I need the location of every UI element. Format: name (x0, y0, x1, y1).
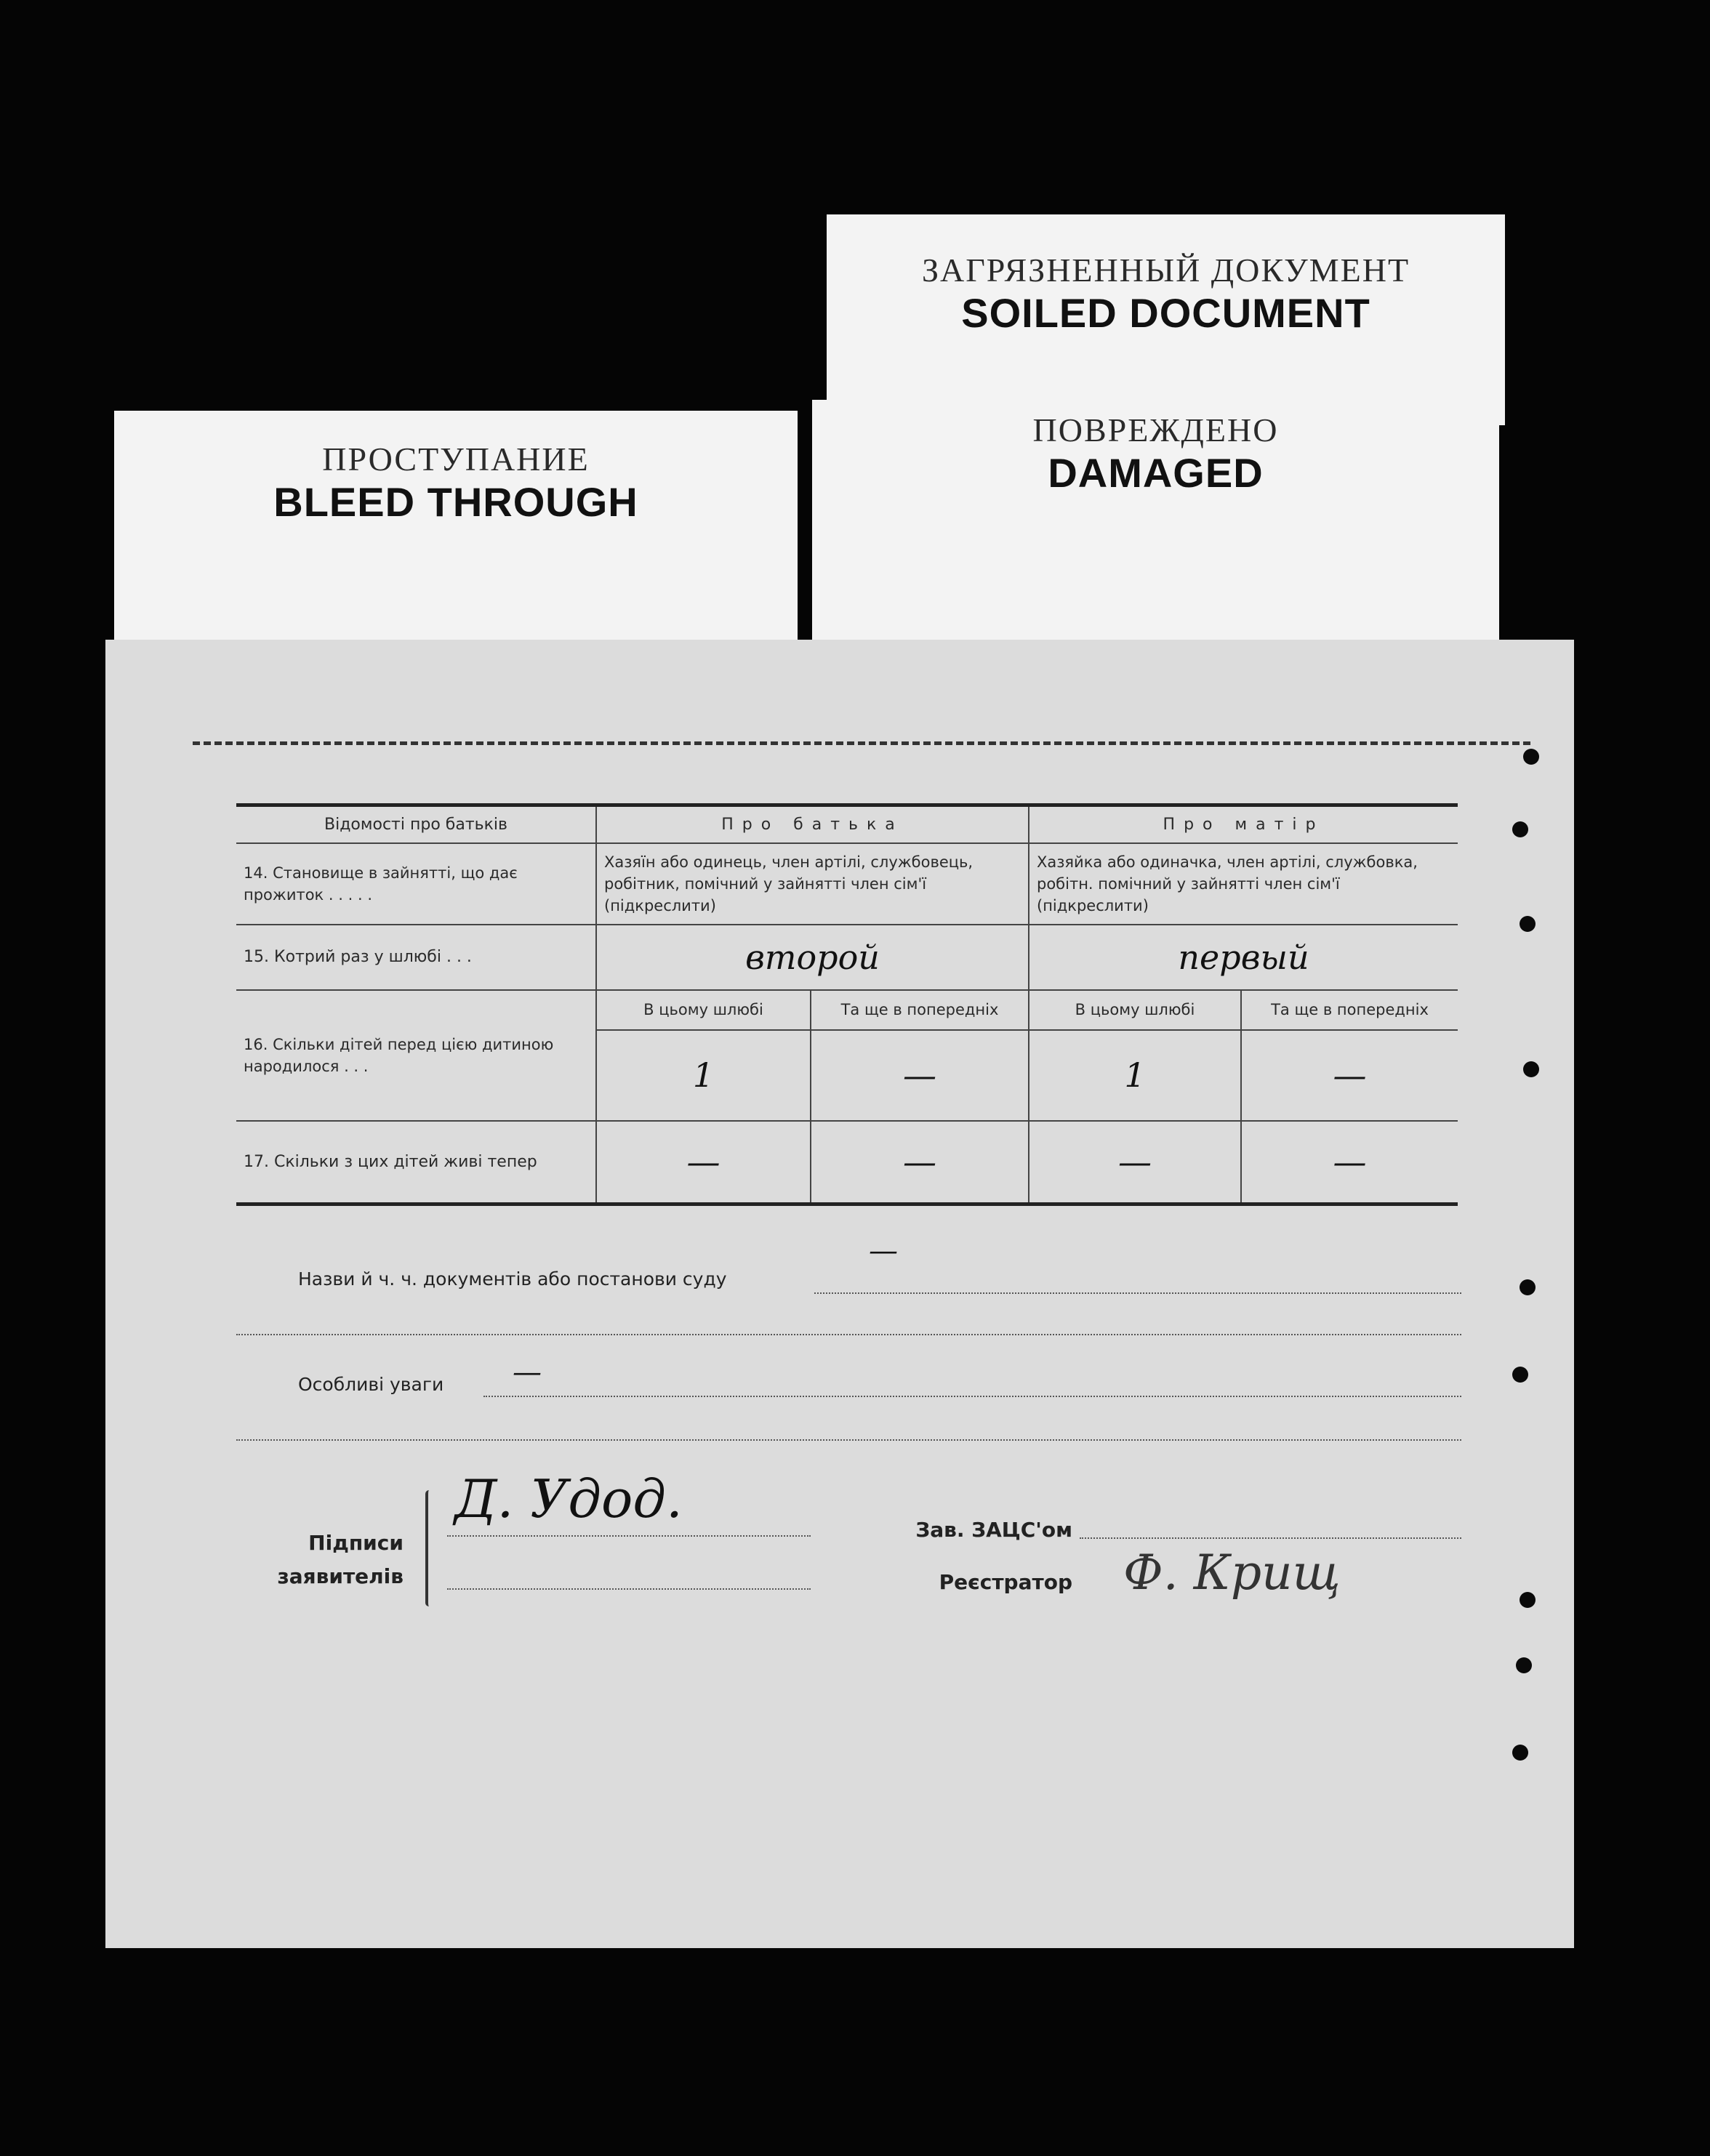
documents-value: — (869, 1234, 898, 1268)
row14-father: Хазяїн або одинець, член артілі, службовець, робітник, помічний у зайнятті член сім'ї (підкреслити) (596, 843, 1029, 925)
punch-hole (1520, 1592, 1536, 1608)
registrar-signature: Ф. Крищ (1123, 1545, 1341, 1601)
row16-father-previous: — (811, 1030, 1029, 1121)
documents-dotline (814, 1292, 1461, 1294)
documents-dotline-2 (236, 1334, 1461, 1335)
soiled-card-en: SOILED DOCUMENT (961, 290, 1370, 336)
father-header: Про батька (596, 805, 1029, 843)
signature-brace (425, 1490, 433, 1606)
head-label: Зав. ЗАЦС'ом (915, 1518, 1072, 1542)
row17-label: 17. Скільки з цих дітей живі тепер (236, 1121, 596, 1204)
bleed-card-en: BLEED THROUGH (273, 479, 638, 525)
notes-label: Особливі уваги (298, 1374, 444, 1395)
parents-info-table (236, 803, 1458, 1206)
soiled-card-ru: ЗАГРЯЗНЕННЫЙ ДОКУМЕНТ (921, 252, 1410, 289)
row14-label: 14. Становище в зайнятті, що дає прожиток . . . . . (236, 843, 596, 925)
mother-previous-header: Та ще в попередніх (1241, 990, 1458, 1030)
registrar-label: Реєстратор (939, 1570, 1072, 1594)
notes-dotline (483, 1396, 1461, 1397)
row17-father-this: — (596, 1121, 811, 1204)
row15-label: 15. Котрий раз у шлюбі . . . (236, 925, 596, 990)
mother-header: Про матір (1029, 805, 1458, 843)
damaged-card (812, 400, 1499, 654)
soiled-document-card (827, 214, 1505, 425)
damaged-card-en: DAMAGED (1048, 450, 1264, 496)
perforation-line (193, 741, 1530, 745)
row17-father-previous: — (811, 1121, 1029, 1204)
signature-line-1 (447, 1535, 811, 1537)
punch-hole (1523, 749, 1539, 765)
bleed-card-ru: ПРОСТУПАНИЕ (322, 441, 590, 478)
mother-this-marriage-header: В цьому шлюбі (1029, 990, 1241, 1030)
row17-mother-previous: — (1241, 1121, 1458, 1204)
notes-value: — (513, 1356, 542, 1389)
father-previous-header: Та ще в попередніх (811, 990, 1029, 1030)
row15-mother: первый (1029, 925, 1458, 990)
row14-mother: Хазяйка або одиначка, член артілі, службовка, робітн. помічний у зайнятті член сім'ї (підкреслити) (1029, 843, 1458, 925)
parents-info-header: Відомості про батьків (236, 805, 596, 843)
head-signature-line (1080, 1537, 1461, 1539)
row16-father-this: 1 (596, 1030, 811, 1121)
punch-hole (1512, 821, 1528, 837)
punch-hole (1516, 1657, 1532, 1673)
damaged-card-ru: ПОВРЕЖДЕНО (1032, 411, 1279, 449)
documents-label: Назви й ч. ч. документів або постанови суду (298, 1268, 727, 1290)
father-this-marriage-header: В цьому шлюбі (596, 990, 811, 1030)
punch-hole (1512, 1745, 1528, 1761)
row17-mother-this: — (1029, 1121, 1241, 1204)
row16-mother-previous: — (1241, 1030, 1458, 1121)
signatures-label: Підписи заявителів (277, 1531, 404, 1588)
row16-mother-this: 1 (1029, 1030, 1241, 1121)
registry-form-sheet (105, 640, 1574, 1948)
notes-dotline-2 (236, 1439, 1461, 1441)
punch-hole (1520, 916, 1536, 932)
row15-father: второй (596, 925, 1029, 990)
row16-label: 16. Скільки дітей перед цією дитиною народилося . . . (236, 990, 596, 1121)
punch-hole (1520, 1279, 1536, 1295)
punch-hole (1512, 1367, 1528, 1383)
punch-hole (1523, 1061, 1539, 1077)
signature-line-2 (447, 1588, 811, 1590)
applicant-signature: Д. Удод. (454, 1468, 683, 1529)
